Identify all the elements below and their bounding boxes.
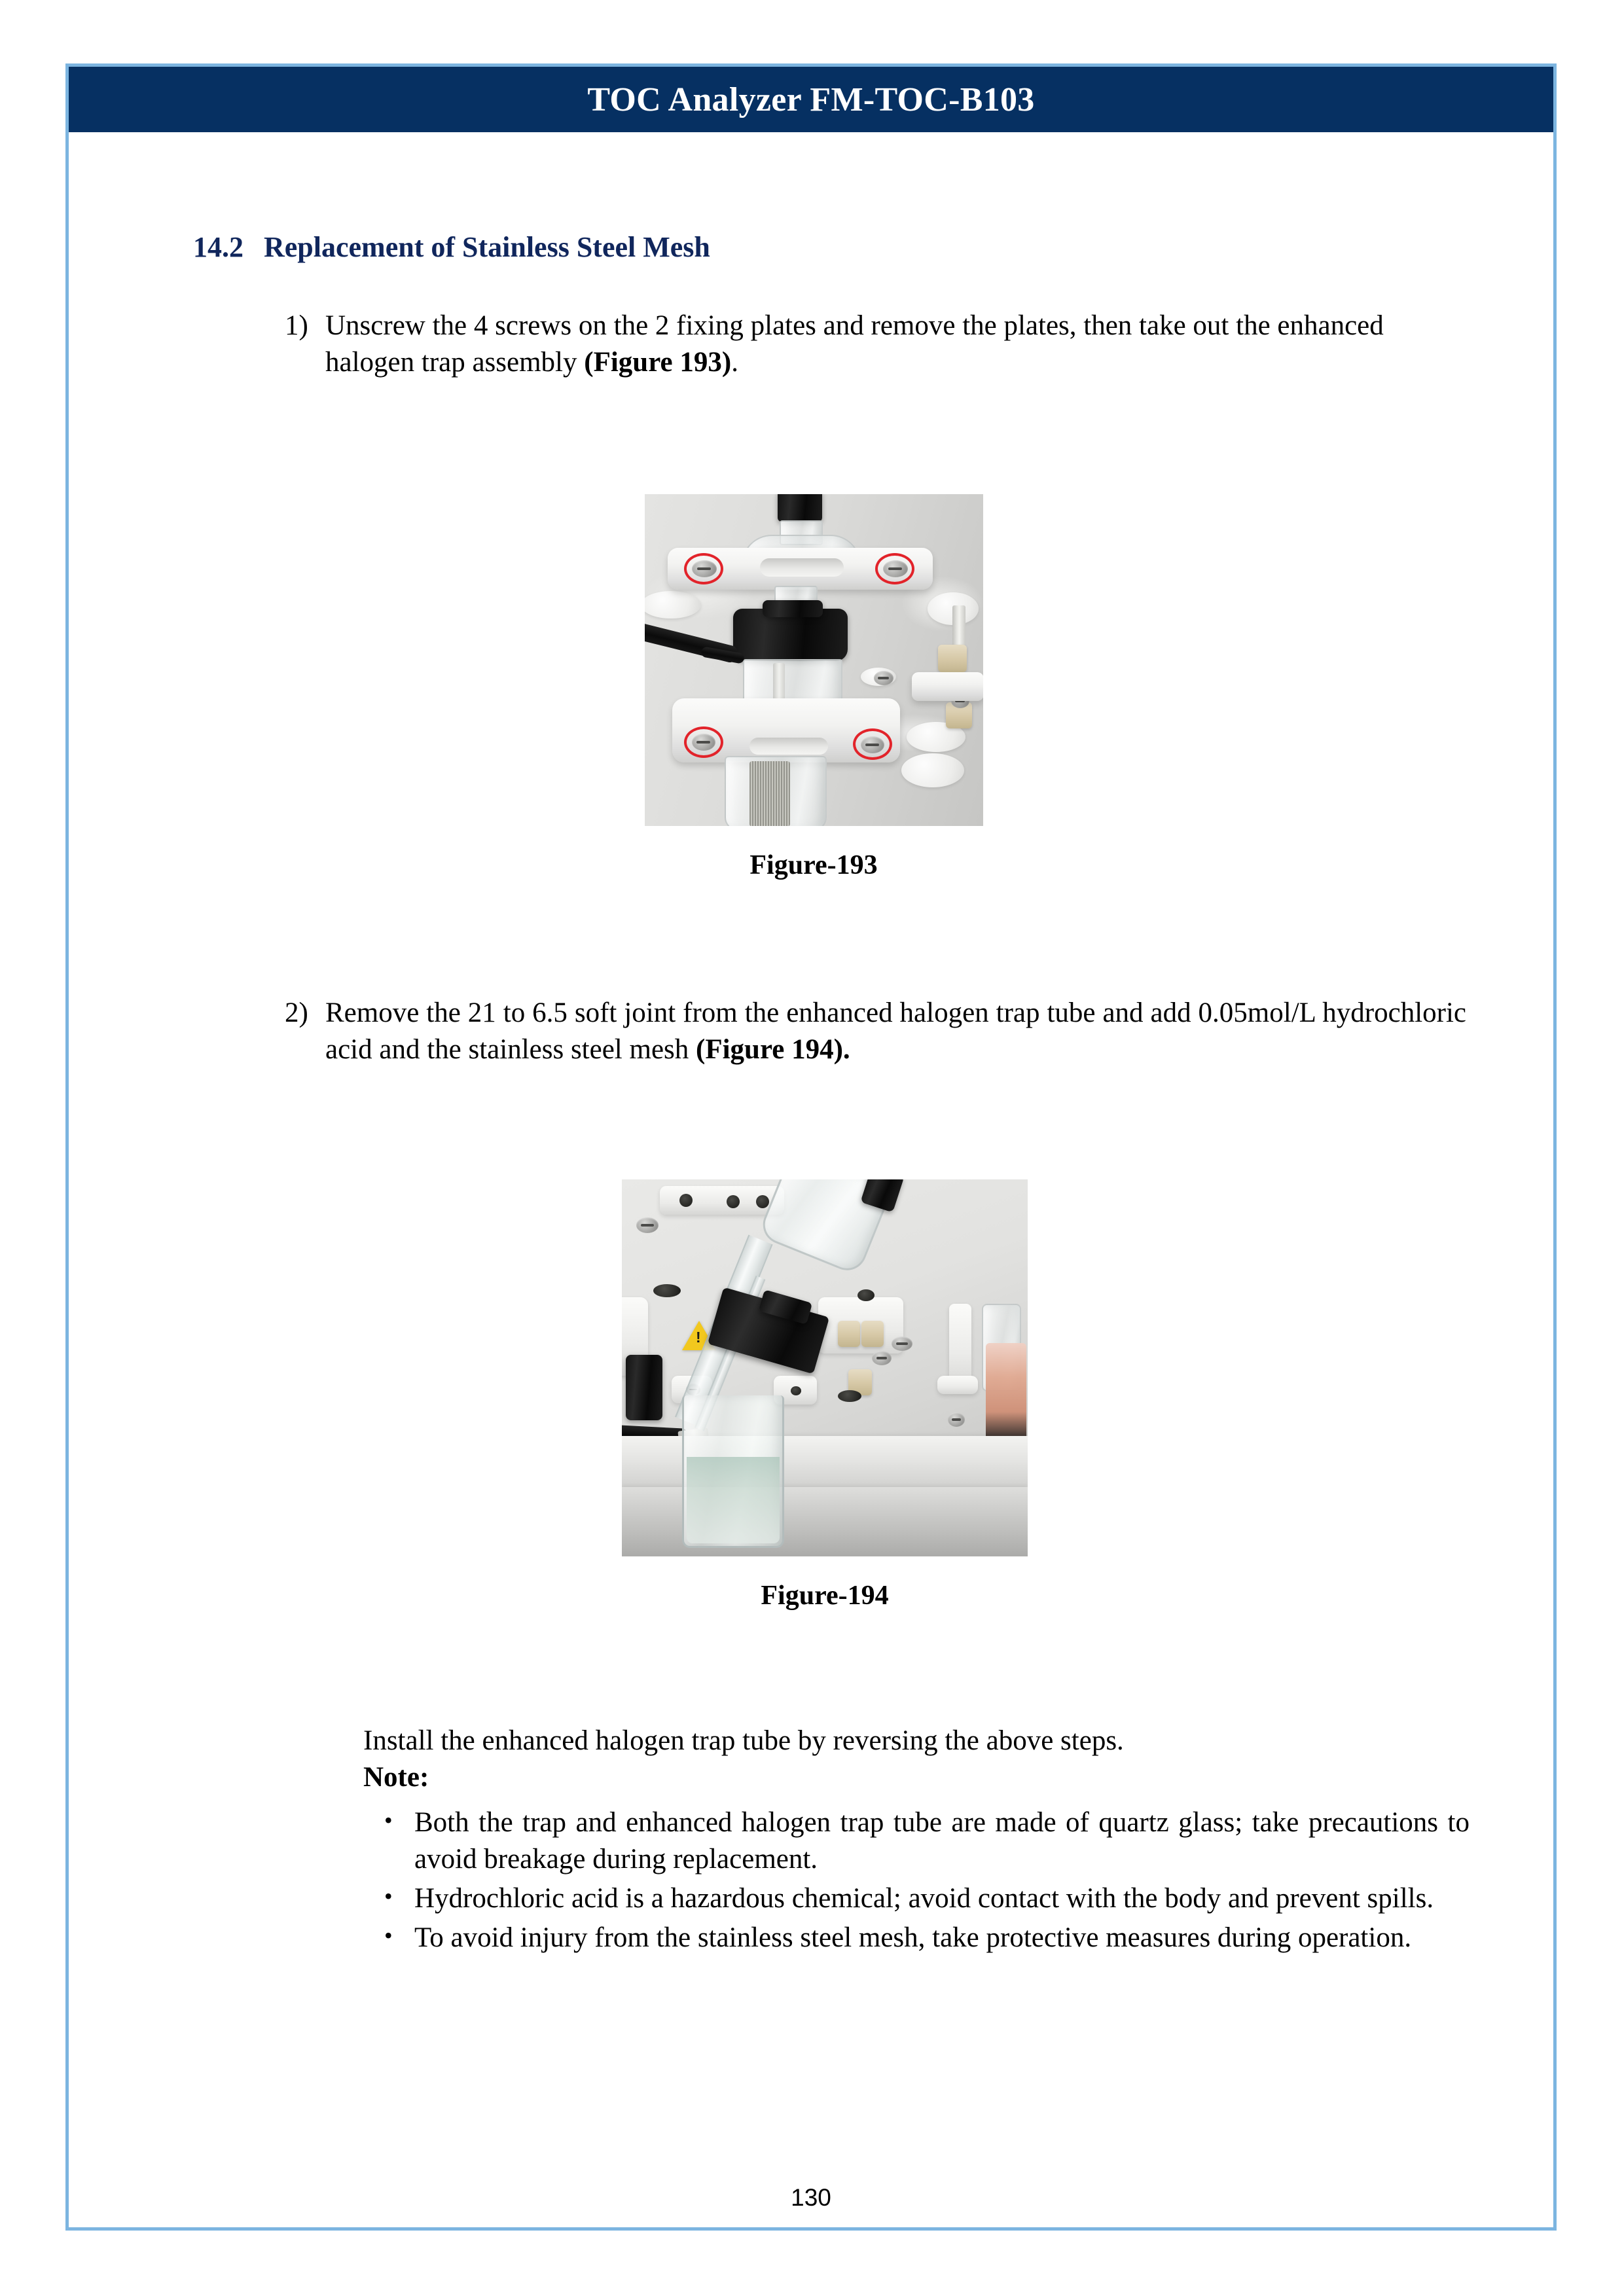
panel-strip-mid: [818, 1297, 903, 1354]
panel-hole: [679, 1194, 693, 1207]
step-text-2-figref: (Figure 194).: [696, 1033, 850, 1065]
panel-hole: [727, 1195, 740, 1208]
side-bracket: [912, 672, 983, 701]
section-number: 14.2: [193, 231, 244, 263]
beige-fitting: [861, 1321, 884, 1347]
panel-screw: [872, 1351, 892, 1365]
figure-193-block: [624, 494, 1003, 881]
panel-screw: [874, 671, 893, 685]
document-title: TOC Analyzer FM-TOC-B103: [587, 81, 1035, 118]
page-number: 130: [791, 2184, 831, 2211]
note-bullet-list: [363, 1804, 1470, 1959]
note-text: Both the trap and enhanced halogen trap tube are made of quartz glass; take precautions to avoid breakage during replacement.: [414, 1807, 1470, 1874]
beige-fitting: [838, 1321, 860, 1347]
stainless-steel-mesh: [749, 761, 790, 826]
page-frame: [65, 63, 1557, 2231]
screw-highlight-ring-2: [875, 553, 914, 584]
section-title: Replacement of Stainless Steel Mesh: [264, 231, 710, 263]
note-label: Note:: [363, 1761, 429, 1793]
note-text: To avoid injury from the stainless steel mesh, take protective measures during operation.: [414, 1922, 1412, 1953]
step-marker-2: 2): [285, 997, 308, 1028]
figure-194-image: [622, 1179, 1028, 1556]
beige-fitting: [938, 645, 967, 672]
step-item-1: [285, 308, 1466, 381]
note-list-item: [363, 1920, 1470, 1956]
bullet-icon: •: [384, 1882, 393, 1909]
page-content: [69, 132, 1553, 2227]
screw-highlight-ring-1: [684, 553, 723, 584]
step-text-1-tail: .: [731, 346, 738, 378]
step-marker-1: 1): [285, 310, 308, 341]
install-instruction: Install the enhanced halogen trap tube by reversing the above steps.: [363, 1725, 1124, 1756]
lower-plate-slot: [749, 738, 828, 755]
step-text-1-figref: (Figure 193): [584, 346, 732, 378]
screw-highlight-ring-3: [684, 726, 723, 758]
panel-hole: [857, 1289, 875, 1301]
top-black-cap: [778, 494, 822, 522]
panel-hole: [838, 1390, 861, 1402]
panel-screw: [948, 1412, 965, 1427]
wall-boss: [645, 591, 701, 619]
step-text-1: [325, 308, 1466, 381]
section-heading: [193, 230, 710, 264]
note-list-item: [363, 1880, 1470, 1917]
page-header-band: [69, 67, 1553, 132]
beaker-liquid: [687, 1457, 780, 1543]
panel-strip-right: [937, 1376, 978, 1394]
note-list-item: [363, 1804, 1470, 1878]
panel-hole: [791, 1386, 801, 1395]
figure-193-caption: Figure-193: [749, 850, 878, 880]
panel-screw: [636, 1217, 659, 1233]
black-fitting-block: [626, 1355, 662, 1420]
wall-boss: [901, 753, 964, 787]
step-item-2: [285, 995, 1466, 1068]
bullet-icon: •: [384, 1922, 393, 1948]
figure-194-caption: Figure-194: [761, 1581, 889, 1611]
screw-highlight-ring-4: [853, 728, 892, 760]
note-text: Hydrochloric acid is a hazardous chemical; avoid contact with the body and prevent spills.: [414, 1882, 1434, 1914]
trap-cap-top-ring: [763, 600, 823, 617]
bullet-icon: •: [384, 1807, 393, 1833]
step-text-2-plain: Remove the 21 to 6.5 soft joint from the enhanced halogen trap tube and add 0.05mol/L hydrochloric acid and the stainless steel mesh: [325, 997, 1466, 1065]
acid-beaker: [682, 1395, 784, 1548]
panel-hole: [756, 1195, 769, 1208]
panel-hole: [653, 1284, 681, 1297]
reagent-bottle: [986, 1343, 1026, 1441]
step-text-1-plain: Unscrew the 4 screws on the 2 fixing plates and remove the plates, then take out the enhanced halogen trap assembly: [325, 310, 1384, 378]
upper-plate-slot: [760, 558, 844, 577]
closing-paragraph-group: [363, 1723, 1470, 1796]
figure-194-block: [596, 1179, 1054, 1611]
panel-screw: [892, 1336, 912, 1351]
step-text-2: [325, 995, 1466, 1068]
figure-193-image: [645, 494, 983, 826]
